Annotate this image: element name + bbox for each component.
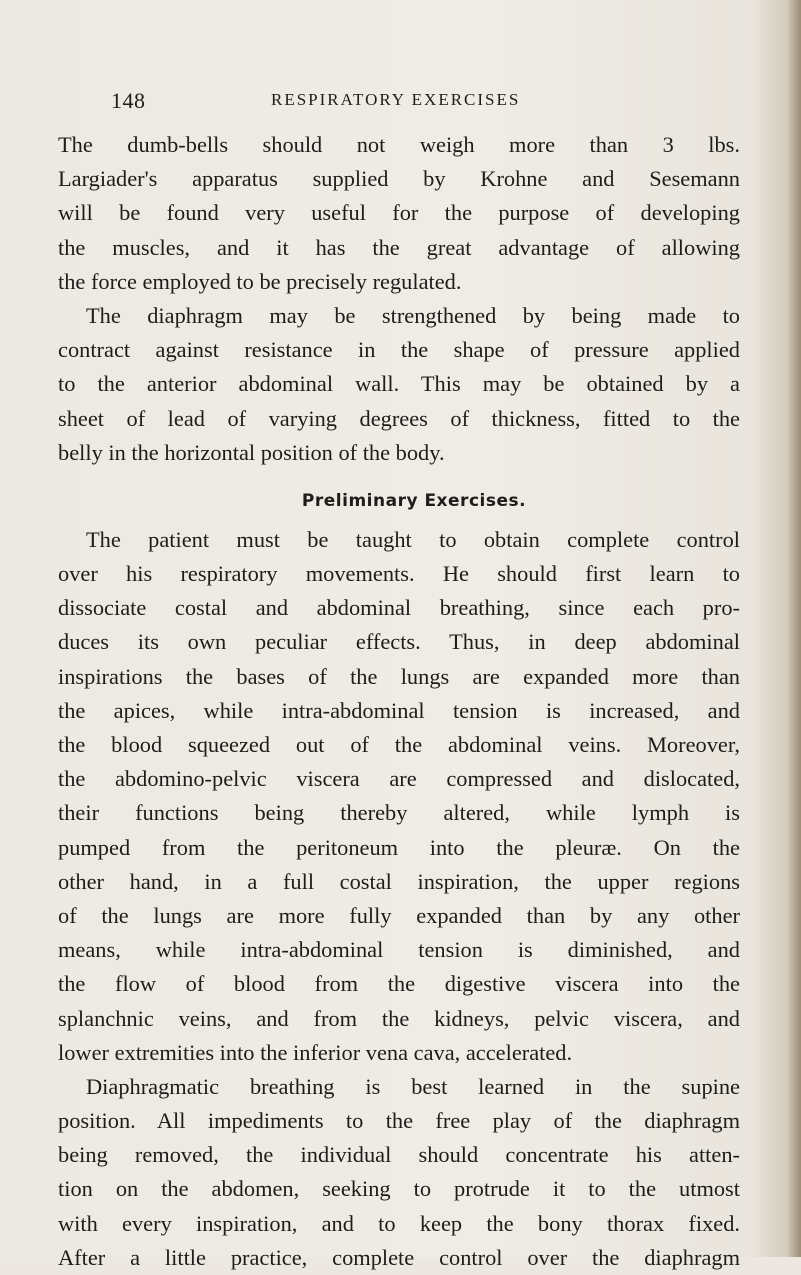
section-heading: Preliminary Exercises. <box>301 490 527 511</box>
text-line: with every inspiration, and to keep the bony thorax fixed. <box>58 1210 740 1236</box>
text-line: will be found very useful for the purpose of developing <box>58 200 740 226</box>
text-line: The patient must be taught to obtain complete control <box>86 526 740 552</box>
text-line: belly in the horizontal position of the body. <box>58 439 445 465</box>
paragraph-dumb-bells <box>58 128 740 299</box>
paragraph-preliminary <box>58 523 740 1070</box>
text-line: means, while intra-abdominal tension is diminished, and <box>58 937 740 963</box>
text-line: the muscles, and it has the great advantage of allowing <box>58 234 740 260</box>
body-text <box>58 128 740 1275</box>
text-line: lower extremities into the inferior vena cava, accelerated. <box>58 1039 573 1065</box>
text-line: tion on the abdomen, seeking to protrude it to the utmost <box>58 1176 740 1202</box>
text-line: pumped from the peritoneum into the pleuræ. On the <box>58 834 740 860</box>
text-line: After a little practice, complete control over the diaphragm <box>58 1244 740 1270</box>
text-line: the force employed to be precisely regulated. <box>58 268 462 294</box>
text-line: of the lungs are more fully expanded than by any other <box>58 902 740 928</box>
text-line: the flow of blood from the digestive viscera into the <box>58 971 740 997</box>
running-head: RESPIRATORY EXERCISES <box>271 90 521 109</box>
text-line: over his respiratory movements. He should first learn to <box>58 561 740 587</box>
text-line: contract against resistance in the shape of pressure applied <box>58 337 740 363</box>
paragraph-diaphragm <box>58 299 740 470</box>
text-line: their functions being thereby altered, while lymph is <box>58 800 740 826</box>
text-line: splanchnic veins, and from the kidneys, pelvic viscera, and <box>58 1005 740 1031</box>
text-line: The diaphragm may be strengthened by being made to <box>86 302 740 328</box>
text-line: Diaphragmatic breathing is best learned in the supine <box>86 1073 740 1099</box>
text-line: position. All impediments to the free play of the diaphragm <box>58 1108 740 1134</box>
page-edge-shadow <box>787 0 801 1257</box>
text-line: being removed, the individual should concentrate his atten- <box>58 1142 740 1168</box>
text-line: duces its own peculiar effects. Thus, in deep abdominal <box>58 629 740 655</box>
text-line: the apices, while intra-abdominal tension is increased, and <box>58 697 740 723</box>
text-line: dissociate costal and abdominal breathing, since each pro- <box>58 595 740 621</box>
text-line: sheet of lead of varying degrees of thickness, fitted to the <box>58 405 740 431</box>
text-line: other hand, in a full costal inspiration, the upper regions <box>58 868 740 894</box>
page-number: 148 <box>111 88 146 113</box>
text-line: Largiader's apparatus supplied by Krohne and Sesemann <box>58 166 740 192</box>
text-line: The dumb-bells should not weigh more than 3 lbs. <box>58 132 740 157</box>
text-line: inspirations the bases of the lungs are expanded more than <box>58 663 740 689</box>
text-line: the abdomino-pelvic viscera are compressed and dislocated, <box>58 766 740 792</box>
text-line: to the anterior abdominal wall. This may be obtained by a <box>58 371 740 397</box>
paragraph-diaphragmatic-breathing <box>58 1070 740 1275</box>
page-header <box>111 88 751 120</box>
text-line: the blood squeezed out of the abdominal veins. Moreover, <box>58 732 740 757</box>
